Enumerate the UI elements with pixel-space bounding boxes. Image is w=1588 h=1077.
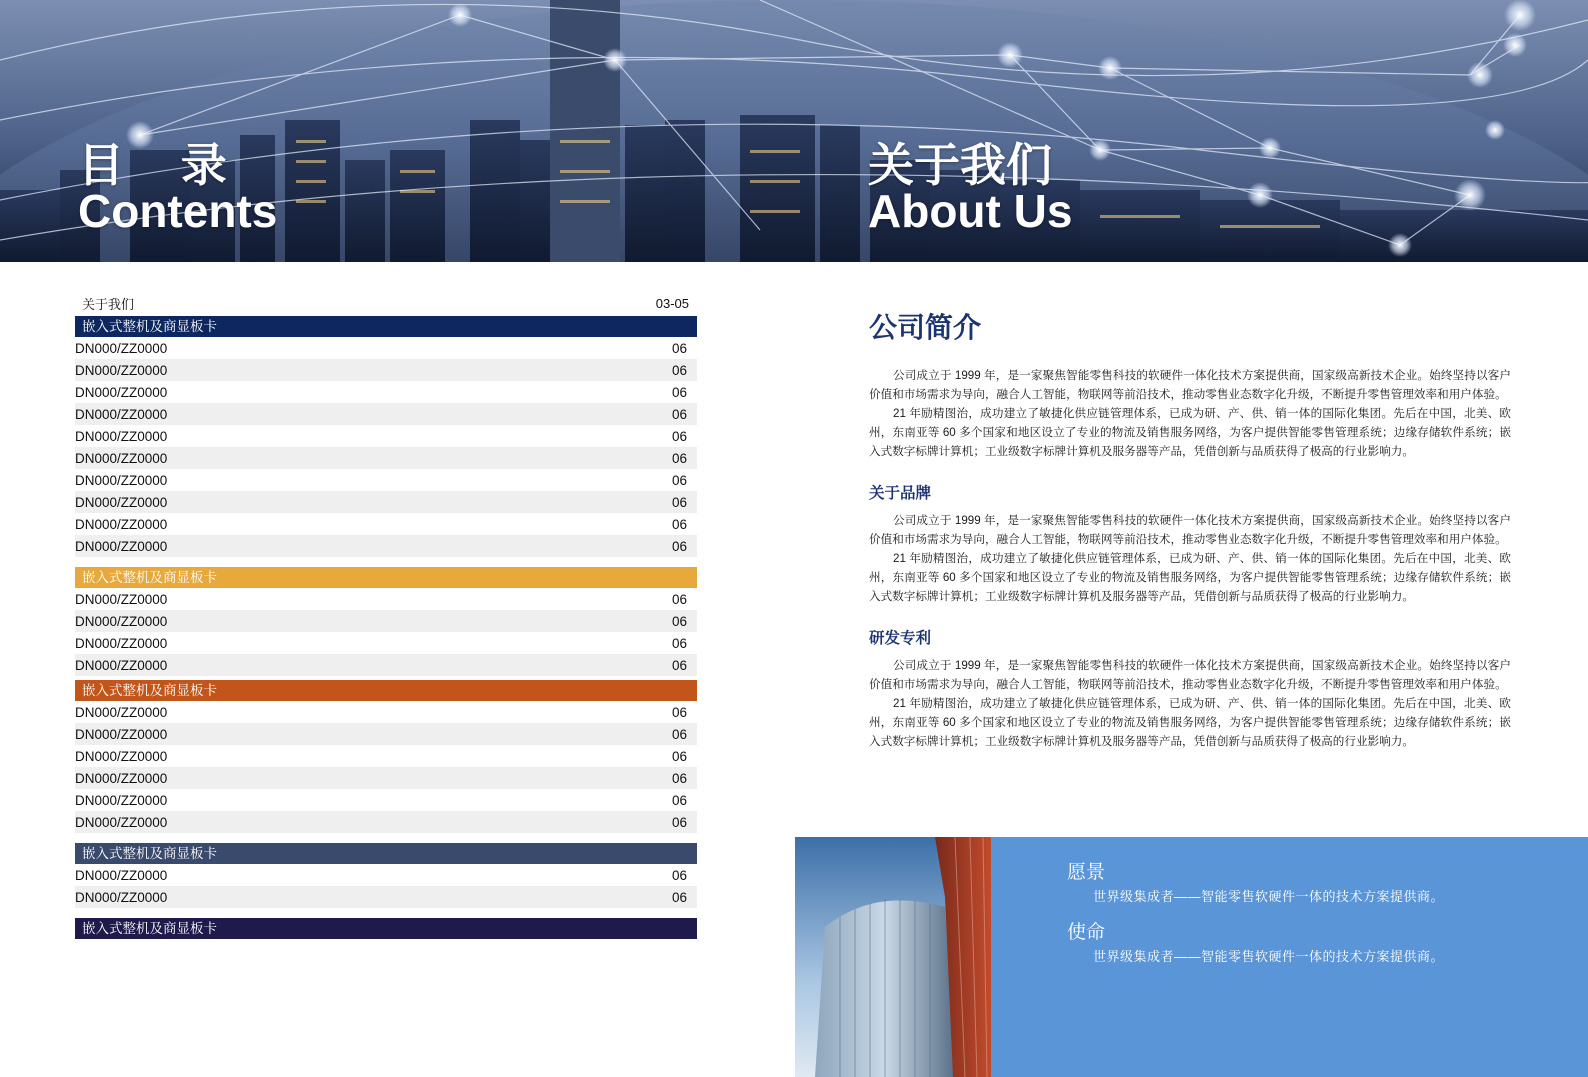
company-intro-paragraph: 21 年励精图治，成功建立了敏捷化供应链管理体系，已成为研、产、供、销一体的国际化集团。先后在中国，北美、欧州，东南亚等 60 多个国家和地区设立了专业的物流及销售服务网络，为客户提供智能零售管理系统；边缘存储软件系统；嵌入式数字标牌计算机；工业级数字标牌计算机及服务器等产品，凭借创新与品质获得了极高的行业影响力。 <box>869 407 1511 458</box>
toc-row-label: DN000/ZZ0000 <box>75 613 168 629</box>
toc-row-page: 06 <box>671 362 687 378</box>
toc-row[interactable] <box>75 337 697 359</box>
company-intro-paragraph: 公司成立于 1999 年，是一家聚焦智能零售科技的软硬件一体化技术方案提供商，国家级高新技术企业。始终坚持以客户价值和市场需求为导向，融合人工智能，物联网等前沿技术，推动零售业态数字化升级，不断提升零售管理效率和用户体验。 <box>869 369 1511 401</box>
toc-row[interactable] <box>75 789 697 811</box>
toc-row-page: 06 <box>671 635 687 651</box>
about-us-title <box>868 139 1073 237</box>
toc-row-page: 06 <box>671 591 687 607</box>
toc-row-page: 06 <box>671 770 687 786</box>
toc-row-page: 06 <box>671 704 687 720</box>
brand-title: 关于品牌 <box>869 485 932 502</box>
toc-row-page: 06 <box>671 538 687 554</box>
toc-row[interactable] <box>75 811 697 833</box>
toc-row[interactable] <box>75 425 697 447</box>
toc-row[interactable] <box>75 654 697 676</box>
toc-row[interactable] <box>75 359 697 381</box>
patent-section <box>869 656 1511 751</box>
toc-row[interactable] <box>75 864 697 886</box>
company-intro-title: 公司简介 <box>869 312 982 343</box>
toc-row[interactable] <box>75 745 697 767</box>
mission-title: 使命 <box>1067 922 1106 943</box>
toc-row-page: 06 <box>671 613 687 629</box>
toc-section-header[interactable]: 嵌入式整机及商显板卡 <box>75 918 697 939</box>
about-section <box>869 306 1511 771</box>
toc-row-label: DN000/ZZ0000 <box>75 591 168 607</box>
toc-groups <box>75 316 697 939</box>
vision-title: 愿景 <box>1067 862 1106 883</box>
toc-row-page: 06 <box>671 867 687 883</box>
toc-row[interactable] <box>75 632 697 654</box>
toc-row-label: DN000/ZZ0000 <box>75 450 168 466</box>
toc-row[interactable] <box>75 588 697 610</box>
toc-row-page: 06 <box>671 406 687 422</box>
brand-section <box>869 511 1511 606</box>
toc-row-label: DN000/ZZ0000 <box>75 538 168 554</box>
toc-row-label: DN000/ZZ0000 <box>75 770 168 786</box>
toc-row-page: 06 <box>671 340 687 356</box>
toc-row-label: DN000/ZZ0000 <box>75 472 168 488</box>
toc-row[interactable] <box>75 447 697 469</box>
toc-row-label: DN000/ZZ0000 <box>75 867 168 883</box>
contents-title-zh: 目 录 <box>78 139 249 191</box>
toc-row-page: 06 <box>671 428 687 444</box>
toc-row[interactable] <box>75 491 697 513</box>
toc-row-page: 06 <box>671 494 687 510</box>
toc-row[interactable] <box>75 469 697 491</box>
toc-row[interactable] <box>75 381 697 403</box>
company-intro <box>869 366 1511 461</box>
toc-section-header[interactable]: 嵌入式整机及商显板卡 <box>75 680 697 701</box>
hero-banner <box>0 0 1588 262</box>
toc-row-label: DN000/ZZ0000 <box>75 406 168 422</box>
building-photo <box>795 837 991 1077</box>
toc-row-page: 06 <box>671 384 687 400</box>
vision-text: 世界级集成者——智能零售软硬件一体的技术方案提供商。 <box>1093 889 1445 904</box>
toc-row-page: 06 <box>671 726 687 742</box>
toc-row-page: 06 <box>671 516 687 532</box>
toc-row[interactable] <box>75 701 697 723</box>
brand-paragraph: 21 年励精图治，成功建立了敏捷化供应链管理体系，已成为研、产、供、销一体的国际化集团。先后在中国，北美、欧州，东南亚等 60 多个国家和地区设立了专业的物流及销售服务网络，为客户提供智能零售管理系统；边缘存储软件系统；嵌入式数字标牌计算机；工业级数字标牌计算机及服务器等产品，凭借创新与品质获得了极高的行业影响力。 <box>869 552 1511 603</box>
toc-row-label: DN000/ZZ0000 <box>75 726 168 742</box>
toc-row-label: DN000/ZZ0000 <box>75 384 168 400</box>
toc-row-page: 06 <box>671 814 687 830</box>
toc-row-label: DN000/ZZ0000 <box>75 657 168 673</box>
contents-title-en: Contents <box>78 185 278 237</box>
toc-row[interactable] <box>75 886 697 908</box>
toc-row-label: DN000/ZZ0000 <box>75 889 168 905</box>
toc-row-page: 06 <box>671 889 687 905</box>
toc-row-label: DN000/ZZ0000 <box>75 516 168 532</box>
about-us-title-en: About Us <box>868 185 1073 237</box>
toc-row-page: 06 <box>671 748 687 764</box>
toc-row-page: 06 <box>671 792 687 808</box>
toc-row-label: DN000/ZZ0000 <box>75 635 168 651</box>
toc-row[interactable] <box>75 610 697 632</box>
contents-title <box>78 139 278 237</box>
mission-text: 世界级集成者——智能零售软硬件一体的技术方案提供商。 <box>1093 949 1445 964</box>
toc-row-label: DN000/ZZ0000 <box>75 494 168 510</box>
toc-row-label: DN000/ZZ0000 <box>75 428 168 444</box>
toc-row[interactable] <box>75 723 697 745</box>
toc-row-label: DN000/ZZ0000 <box>75 704 168 720</box>
brand-paragraph: 公司成立于 1999 年，是一家聚焦智能零售科技的软硬件一体化技术方案提供商，国家级高新技术企业。始终坚持以客户价值和市场需求为导向，融合人工智能，物联网等前沿技术，推动零售业态数字化升级，不断提升零售管理效率和用户体验。 <box>869 514 1511 546</box>
toc-row-page: 06 <box>671 472 687 488</box>
toc-row[interactable] <box>75 513 697 535</box>
toc-row-page: 06 <box>671 450 687 466</box>
toc-row[interactable] <box>75 535 697 557</box>
toc-row-label: DN000/ZZ0000 <box>75 340 168 356</box>
vision-mission-panel <box>991 837 1588 1077</box>
toc-section-header[interactable]: 嵌入式整机及商显板卡 <box>75 567 697 588</box>
toc-row-page: 06 <box>671 657 687 673</box>
toc-entry-about-us[interactable] <box>75 290 697 316</box>
about-us-title-zh: 关于我们 <box>868 139 1052 191</box>
toc-row-label: DN000/ZZ0000 <box>75 792 168 808</box>
patent-paragraph: 公司成立于 1999 年，是一家聚焦智能零售科技的软硬件一体化技术方案提供商，国家级高新技术企业。始终坚持以客户价值和市场需求为导向，融合人工智能，物联网等前沿技术，推动零售业态数字化升级，不断提升零售管理效率和用户体验。 <box>869 659 1511 691</box>
toc-row[interactable] <box>75 767 697 789</box>
toc-row-label: DN000/ZZ0000 <box>75 362 168 378</box>
patent-title: 研发专利 <box>869 630 932 647</box>
table-of-contents <box>75 290 697 939</box>
toc-row[interactable] <box>75 403 697 425</box>
toc-row-label: DN000/ZZ0000 <box>75 748 168 764</box>
toc-entry-label: 关于我们 <box>82 296 135 312</box>
toc-row-label: DN000/ZZ0000 <box>75 814 168 830</box>
toc-section-header[interactable]: 嵌入式整机及商显板卡 <box>75 843 697 864</box>
toc-entry-pages: 03-05 <box>655 295 689 311</box>
patent-paragraph: 21 年励精图治，成功建立了敏捷化供应链管理体系，已成为研、产、供、销一体的国际化集团。先后在中国，北美、欧州，东南亚等 60 多个国家和地区设立了专业的物流及销售服务网络，为客户提供智能零售管理系统；边缘存储软件系统；嵌入式数字标牌计算机；工业级数字标牌计算机及服务器等产品，凭借创新与品质获得了极高的行业影响力。 <box>869 697 1511 748</box>
toc-section-header[interactable]: 嵌入式整机及商显板卡 <box>75 316 697 337</box>
